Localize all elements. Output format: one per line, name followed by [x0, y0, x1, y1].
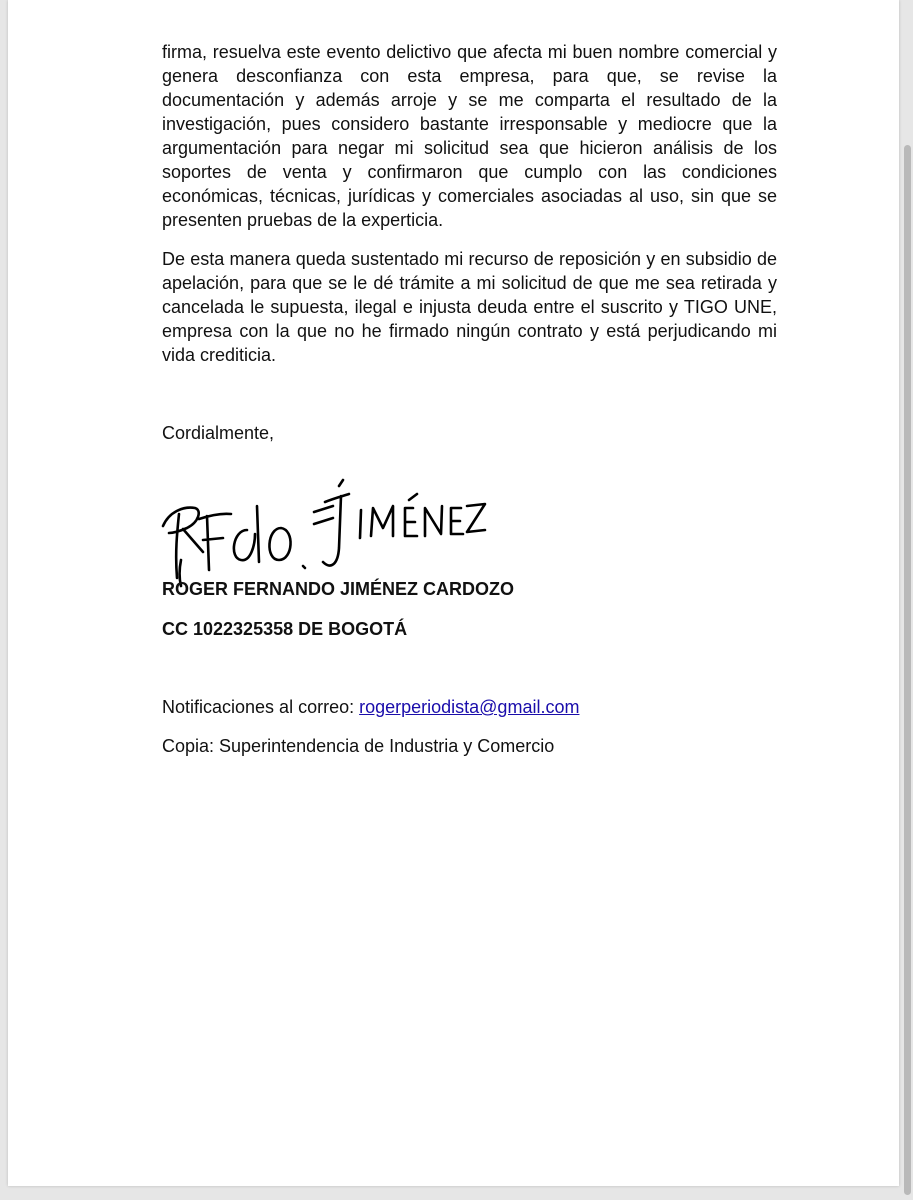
signer-name: ROGER FERNANDO JIMÉNEZ CARDOZO [162, 579, 515, 599]
copy-line: Copia: Superintendencia de Industria y Comercio [162, 736, 555, 756]
body-paragraph-2: De esta manera queda sustentado mi recurso de reposición y en subsidio de apelación, para que se le dé trámite a mi solicitud de que me sea retirada y cancelada le supuesta, ilegal e injusta deuda entre el suscrito y TIGO UNE, empresa con la que no he firmado ningún contrato y está perjudicando mi vida crediticia. [162, 249, 777, 365]
body-paragraph-1: firma, resuelva este evento delictivo que afecta mi buen nombre comercial y genera desconfianza con esta empresa, para que, se revise la documentación y además arroje y se me comparta el resultado de la investigación, pues considero bastante irresponsable y mediocre que la argumentación para negar mi solicitud sea que hicieron análisis de los soportes de venta y confirmaron que cumplo con las condiciones económicas, técnicas, jurídicas y comerciales asociadas al uso, sin que se presenten pruebas de la experticia. [162, 42, 777, 230]
signature-text: Rfdo. JIMÉNEZ [155, 478, 162, 479]
notifications-label: Notificaciones al correo: [162, 697, 360, 717]
handwritten-signature [155, 478, 490, 593]
signer-id: CC 1022325358 DE BOGOTÁ [162, 619, 408, 639]
closing-salutation: Cordialmente, [162, 423, 275, 443]
vertical-scrollbar[interactable] [904, 145, 911, 1195]
email-link[interactable]: rogerperiodista@gmail.com [359, 697, 580, 717]
notifications-line [162, 695, 777, 719]
